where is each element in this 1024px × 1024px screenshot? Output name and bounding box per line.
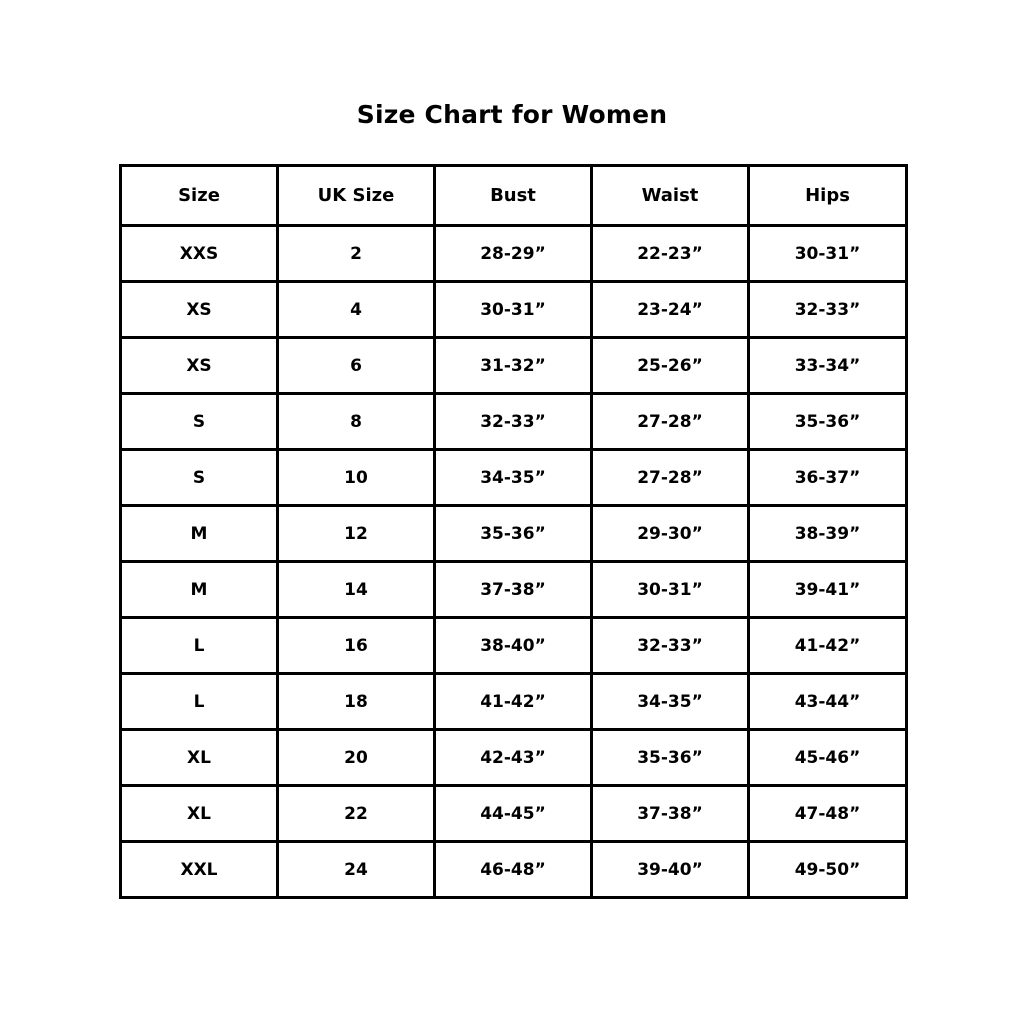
table-row bbox=[121, 730, 907, 786]
cell-uk-size: 22 bbox=[278, 786, 435, 842]
table-row bbox=[121, 842, 907, 898]
column-header-uk-size: UK Size bbox=[278, 166, 435, 226]
cell-hips: 41-42” bbox=[749, 618, 907, 674]
cell-bust: 28-29” bbox=[435, 226, 592, 282]
cell-waist: 23-24” bbox=[592, 282, 749, 338]
table-row bbox=[121, 506, 907, 562]
cell-size: XL bbox=[121, 786, 278, 842]
cell-waist: 29-30” bbox=[592, 506, 749, 562]
cell-uk-size: 2 bbox=[278, 226, 435, 282]
cell-size: L bbox=[121, 674, 278, 730]
column-header-waist: Waist bbox=[592, 166, 749, 226]
cell-waist: 25-26” bbox=[592, 338, 749, 394]
cell-hips: 45-46” bbox=[749, 730, 907, 786]
cell-size: XS bbox=[121, 282, 278, 338]
cell-waist: 30-31” bbox=[592, 562, 749, 618]
table-row bbox=[121, 338, 907, 394]
column-header-size: Size bbox=[121, 166, 278, 226]
cell-size: XXS bbox=[121, 226, 278, 282]
cell-uk-size: 20 bbox=[278, 730, 435, 786]
cell-bust: 46-48” bbox=[435, 842, 592, 898]
table-header-row bbox=[121, 166, 907, 226]
size-chart-table-wrapper bbox=[119, 164, 905, 899]
cell-bust: 44-45” bbox=[435, 786, 592, 842]
cell-hips: 38-39” bbox=[749, 506, 907, 562]
cell-bust: 42-43” bbox=[435, 730, 592, 786]
cell-waist: 37-38” bbox=[592, 786, 749, 842]
cell-waist: 34-35” bbox=[592, 674, 749, 730]
cell-bust: 41-42” bbox=[435, 674, 592, 730]
cell-size: XL bbox=[121, 730, 278, 786]
cell-hips: 36-37” bbox=[749, 450, 907, 506]
cell-waist: 27-28” bbox=[592, 394, 749, 450]
cell-hips: 32-33” bbox=[749, 282, 907, 338]
cell-bust: 32-33” bbox=[435, 394, 592, 450]
table-row bbox=[121, 618, 907, 674]
cell-waist: 27-28” bbox=[592, 450, 749, 506]
table-row bbox=[121, 282, 907, 338]
cell-size: XXL bbox=[121, 842, 278, 898]
table-row bbox=[121, 226, 907, 282]
cell-waist: 39-40” bbox=[592, 842, 749, 898]
page-title: Size Chart for Women bbox=[356, 100, 668, 129]
cell-size: M bbox=[121, 506, 278, 562]
cell-hips: 47-48” bbox=[749, 786, 907, 842]
cell-waist: 32-33” bbox=[592, 618, 749, 674]
cell-uk-size: 24 bbox=[278, 842, 435, 898]
cell-hips: 33-34” bbox=[749, 338, 907, 394]
table-row bbox=[121, 450, 907, 506]
table-row bbox=[121, 562, 907, 618]
cell-bust: 38-40” bbox=[435, 618, 592, 674]
cell-uk-size: 4 bbox=[278, 282, 435, 338]
table-row bbox=[121, 394, 907, 450]
cell-uk-size: 8 bbox=[278, 394, 435, 450]
cell-size: M bbox=[121, 562, 278, 618]
column-header-bust: Bust bbox=[435, 166, 592, 226]
cell-uk-size: 16 bbox=[278, 618, 435, 674]
cell-bust: 37-38” bbox=[435, 562, 592, 618]
cell-hips: 39-41” bbox=[749, 562, 907, 618]
size-chart-table bbox=[119, 164, 908, 899]
table-row bbox=[121, 674, 907, 730]
cell-size: L bbox=[121, 618, 278, 674]
cell-bust: 35-36” bbox=[435, 506, 592, 562]
cell-hips: 30-31” bbox=[749, 226, 907, 282]
cell-bust: 34-35” bbox=[435, 450, 592, 506]
cell-uk-size: 10 bbox=[278, 450, 435, 506]
cell-uk-size: 6 bbox=[278, 338, 435, 394]
cell-uk-size: 12 bbox=[278, 506, 435, 562]
cell-size: XS bbox=[121, 338, 278, 394]
cell-uk-size: 14 bbox=[278, 562, 435, 618]
cell-bust: 30-31” bbox=[435, 282, 592, 338]
cell-hips: 35-36” bbox=[749, 394, 907, 450]
cell-waist: 35-36” bbox=[592, 730, 749, 786]
cell-hips: 43-44” bbox=[749, 674, 907, 730]
cell-uk-size: 18 bbox=[278, 674, 435, 730]
table-row bbox=[121, 786, 907, 842]
cell-waist: 22-23” bbox=[592, 226, 749, 282]
cell-hips: 49-50” bbox=[749, 842, 907, 898]
cell-bust: 31-32” bbox=[435, 338, 592, 394]
cell-size: S bbox=[121, 450, 278, 506]
column-header-hips: Hips bbox=[749, 166, 907, 226]
cell-size: S bbox=[121, 394, 278, 450]
